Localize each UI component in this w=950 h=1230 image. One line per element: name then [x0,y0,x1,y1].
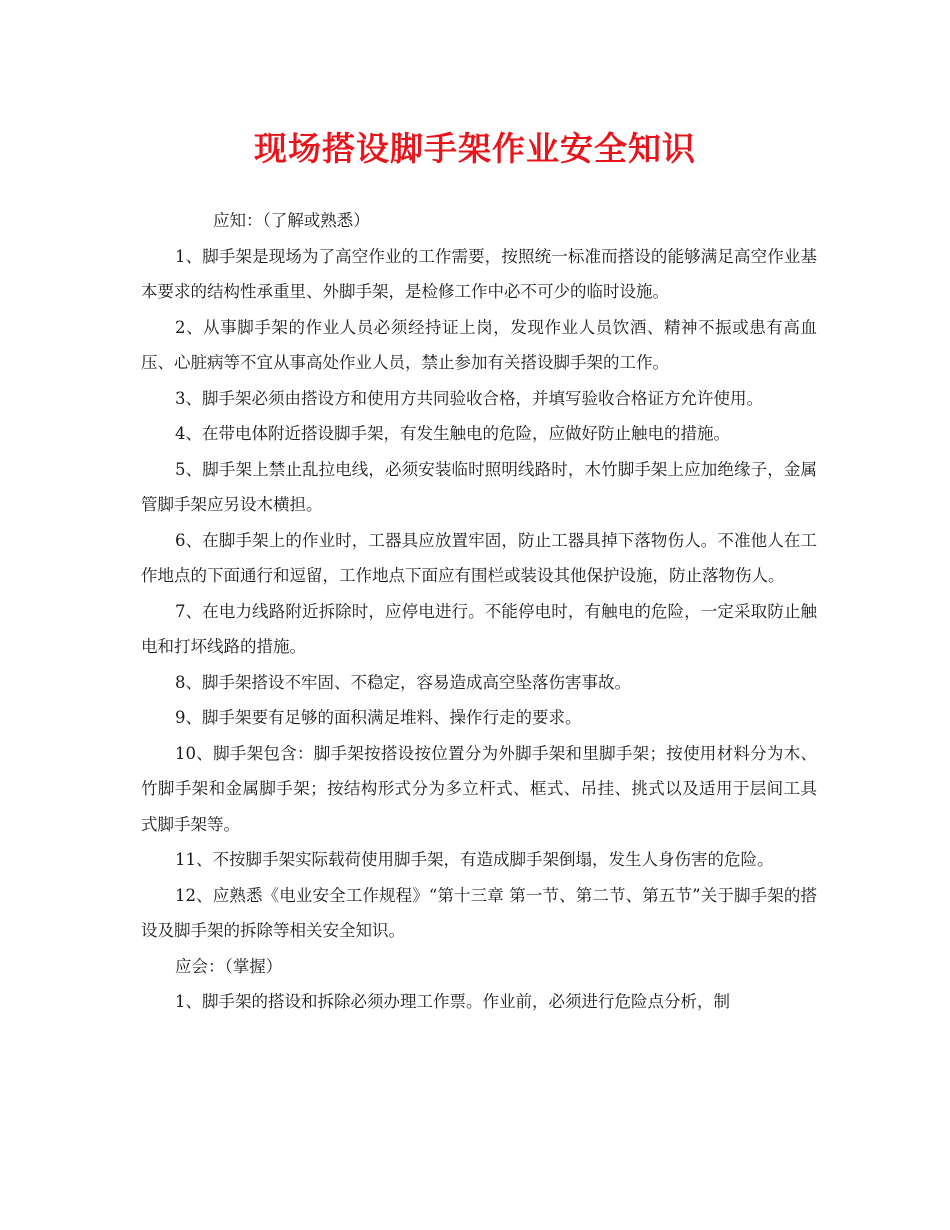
paragraph-item: 2、从事脚手架的作业人员必须经持证上岗，发现作业人员饮酒、精神不振或患有高血压、心脏病等不宜从事高处作业人员，禁止参加有关搭设脚手架的工作。 [141,317,817,372]
paragraph-item: 6、在脚手架上的作业时，工器具应放置牢固，防止工器具掉下落物伤人。不准他人在工作地点的下面通行和逗留，工作地点下面应有围栏或装设其他保护设施，防止落物伤人。 [141,530,817,585]
paragraph-item: 1、脚手架是现场为了高空作业的工作需要，按照统一标准而搭设的能够满足高空作业基本要求的结构性承重里、外脚手架，是检修工作中必不可少的临时设施。 [141,246,817,301]
paragraph-item: 9、脚手架要有足够的面积满足堆料、操作行走的要求。 [175,708,582,727]
document-title: 现场搭设脚手架作业安全知识 [254,129,696,168]
paragraph-item: 5、脚手架上禁止乱拉电线，必须安装临时照明线路时，木竹脚手架上应加绝缘子，金属管脚手架应另设木横担。 [141,459,817,514]
section-heading-should-master: 应会：（掌握） [175,956,283,976]
paragraph-item: 10、脚手架包含：脚手架按搭设按位置分为外脚手架和里脚手架；按使用材料分为木、竹脚手架和金属脚手架；按结构形式分为多立杆式、框式、吊挂、挑式以及适用于层间工具式脚手架等。 [141,743,817,834]
paragraph-item: 3、脚手架必须由搭设方和使用方共同验收合格，并填写验收合格证方允许使用。 [175,388,763,408]
paragraph-item: 12、应熟悉《电业安全工作规程》“第十三章 第一节、第二节、第五节”关于脚手架的搭设及脚手架的拆除等相关安全知识。 [141,885,817,940]
paragraph-item: 8、脚手架搭设不牢固、不稳定，容易造成高空坠落伤害事故。 [175,672,631,692]
paragraph-item: 4、在带电体附近搭设脚手架，有发生触电的危险，应做好防止触电的措施。 [175,424,730,443]
paragraph-item: 11、不按脚手架实际载荷使用脚手架，有造成脚手架倒塌，发生人身伤害的危险。 [175,850,774,869]
section-heading-should-know: 应知：（了解或熟悉） [213,211,370,230]
paragraph-item: 7、在电力线路附近拆除时，应停电进行。不能停电时，有触电的危险，一定采取防止触电和打坏线路的措施。 [141,601,817,656]
paragraph-item: 1、脚手架的搭设和拆除必须办理工作票。作业前，必须进行危险点分析，制 [175,992,730,1011]
document-body [141,203,817,1020]
